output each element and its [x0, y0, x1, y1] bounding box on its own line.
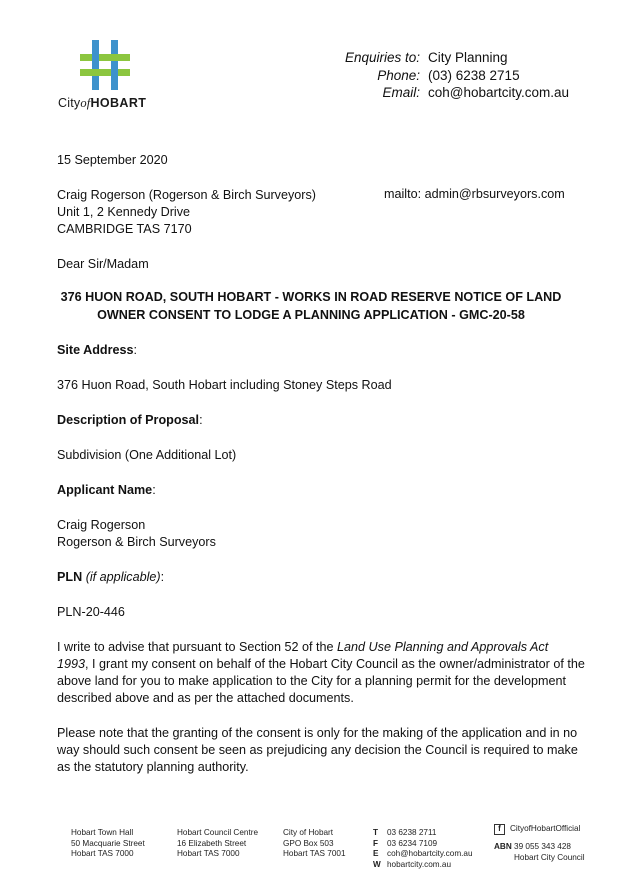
heading-line2: OWNER CONSENT TO LODGE A PLANNING APPLICATION - GMC-20-58	[97, 307, 525, 322]
footer-council-centre	[177, 828, 258, 860]
phone-value: (03) 6238 2715	[428, 67, 520, 83]
footer-fax: F 03 6234 7109	[373, 838, 438, 848]
city-of-hobart-logo	[56, 40, 166, 112]
paragraph1-line2: 1993, I grant my consent on behalf of the Hobart City Council as the owner/administrator of the	[57, 657, 585, 671]
paragraph1-line4: described above and as per the attached documents.	[57, 691, 354, 705]
proposal-value: Subdivision (One Additional Lot)	[57, 448, 237, 462]
hobart-cross-logo-icon	[80, 40, 130, 90]
footer-line: Hobart Town Hall	[71, 828, 134, 837]
enquiries-value: City Planning	[428, 50, 508, 65]
letter-heading	[57, 289, 565, 324]
email-value[interactable]: coh@hobartcity.com.au	[428, 85, 570, 100]
footer-email[interactable]: E coh@hobartcity.com.au	[373, 849, 473, 859]
applicant-company: Rogerson & Birch Surveyors	[57, 535, 216, 549]
footer-abn: ABN 39 055 343 428	[494, 842, 571, 851]
enquiries-labels	[345, 49, 420, 102]
footer-line: 16 Elizabeth Street	[177, 838, 247, 848]
enquiries-label: Enquiries to:	[344, 50, 420, 65]
pln-label: PLN (if applicable):	[57, 570, 165, 584]
heading-line1: 376 HUON ROAD, SOUTH HOBART - WORKS IN ROAD RESERVE NOTICE OF LAND	[60, 290, 562, 304]
footer-town-hall	[71, 828, 145, 860]
proposal-label: Description of Proposal:	[57, 413, 203, 427]
paragraph2-line1: Please note that the granting of the consent is only for the making of the application and in no	[57, 726, 578, 740]
footer-council-name: Hobart City Council	[514, 852, 585, 862]
paragraph1-line3: above land for you to make application to the City for a planning permit for the development	[57, 674, 566, 688]
letter-date: 15 September 2020	[57, 153, 168, 167]
footer-line: Hobart TAS 7000	[177, 849, 240, 859]
footer-postal	[283, 828, 346, 860]
recipient-name: Craig Rogerson (Rogerson & Birch Surveyors)	[57, 188, 316, 202]
site-address-label: Site Address:	[57, 343, 138, 357]
logo-wordmark: CityofHOBART	[58, 96, 147, 110]
footer-line: City of Hobart	[283, 828, 334, 837]
applicant-label: Applicant Name:	[57, 483, 156, 497]
footer-contacts	[373, 828, 473, 870]
footer-line: 50 Macquarie Street	[71, 838, 145, 848]
facebook-icon: f	[494, 824, 505, 835]
email-label: Email:	[382, 85, 420, 100]
enquiries-values	[428, 49, 569, 102]
facebook-handle: CityofHobartOfficial	[510, 824, 581, 834]
footer-line: Hobart Council Centre	[177, 828, 259, 837]
recipient-address-line2: CAMBRIDGE TAS 7170	[57, 222, 192, 236]
paragraph2-line2: way should such consent be seen as prejudicing any decision the Council is required to make	[57, 743, 578, 757]
phone-label: Phone:	[377, 67, 420, 83]
recipient-mailto[interactable]: mailto: admin@rbsurveyors.com	[384, 187, 565, 201]
footer-line: GPO Box 503	[283, 838, 334, 848]
pln-value: PLN-20-446	[57, 605, 125, 619]
paragraph2-line3: as the statutory planning authority.	[57, 760, 249, 774]
footer-phone: T 03 6238 2711	[373, 828, 437, 837]
footer-social-abn	[494, 824, 585, 863]
footer-line: Hobart TAS 7000	[71, 849, 134, 859]
salutation: Dear Sir/Madam	[57, 257, 149, 271]
footer-facebook[interactable]	[494, 824, 585, 835]
paragraph1-line1: I write to advise that pursuant to Section 52 of the Land Use Planning and Approvals Act	[57, 640, 549, 654]
footer-line: Hobart TAS 7001	[283, 849, 346, 859]
site-address-value: 376 Huon Road, South Hobart including Stoney Steps Road	[57, 378, 392, 392]
applicant-name: Craig Rogerson	[57, 518, 146, 532]
recipient-address-line1: Unit 1, 2 Kennedy Drive	[57, 205, 191, 219]
footer-website[interactable]: W hobartcity.com.au	[373, 859, 452, 869]
